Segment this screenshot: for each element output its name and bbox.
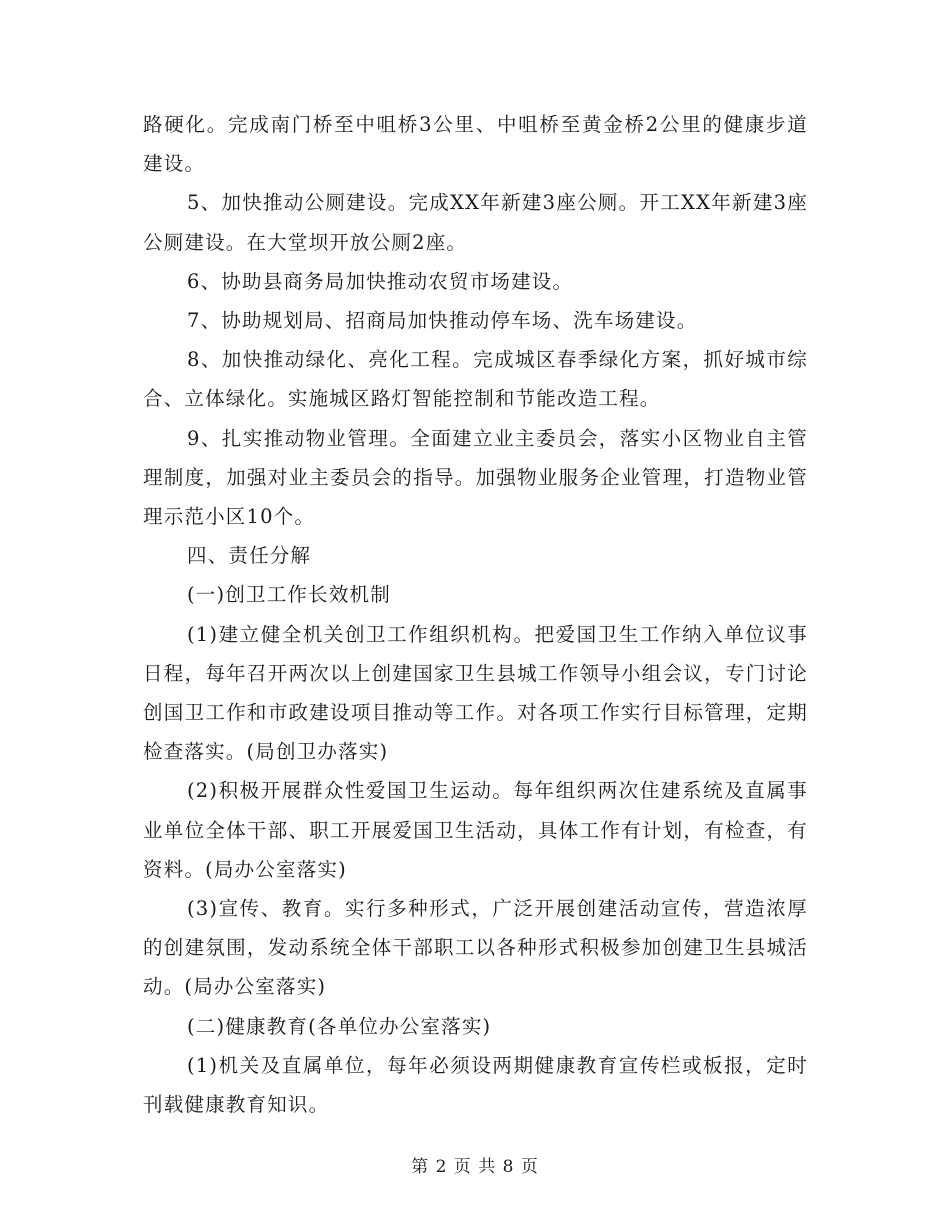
paragraph: 路硬化。完成南门桥至中咀桥3公里、中咀桥至黄金桥2公里的健康步道建设。	[143, 113, 808, 176]
subsection-heading: (二)健康教育(各单位办公室落实)	[187, 1014, 492, 1038]
paragraph: 9、扎实推动物业管理。全面建立业主委员会，落实小区物业自主管理制度，加强对业主委员会的指导。加强物业服务企业管理，打造物业管理示范小区10个。	[143, 426, 808, 529]
paragraph: 6、协助县商务局加快推动农贸市场建设。	[187, 269, 574, 293]
paragraph: (1)建立健全机关创卫工作组织机构。把爱国卫生工作纳入单位议事日程，每年召开两次以上创建国家卫生县城工作领导小组会议，专门讨论创国卫工作和市政建设项目推动等工作。对各项工作实行目标管理，定期检查落实。(局创卫办落实)	[143, 622, 808, 764]
paragraph: (1)机关及直属单位，每年必须设两期健康教育宣传栏或板报，定时刊载健康教育知识。	[143, 1053, 808, 1117]
section-heading: 四、责任分解	[187, 544, 312, 568]
paragraph: (2)积极开展群众性爱国卫生运动。每年组织两次住建系统及直属事业单位全体干部、职工开展爱国卫生活动，具体工作有计划，有检查，有资料。(局办公室落实)	[143, 779, 808, 881]
document-body	[143, 105, 808, 1124]
paragraph: (3)宣传、教育。实行多种形式，广泛开展创建活动宣传，营造浓厚的创建氛围，发动系统全体干部职工以各种形式积极参加创建卫生县城活动。(局办公室落实)	[143, 897, 808, 999]
paragraph: 5、加快推动公厕建设。完成XX年新建3座公厕。开工XX年新建3座公厕建设。在大堂坝开放公厕2座。	[143, 191, 808, 254]
subsection-heading: (一)创卫工作长效机制	[187, 583, 391, 607]
paragraph: 7、协助规划局、招商局加快推动停车场、洗车场建设。	[187, 309, 698, 333]
page-number-footer: 第 2 页 共 8 页	[411, 1157, 539, 1177]
paragraph: 8、加快推动绿化、亮化工程。完成城区春季绿化方案，抓好城市综合、立体绿化。实施城区路灯智能控制和节能改造工程。	[143, 348, 808, 411]
